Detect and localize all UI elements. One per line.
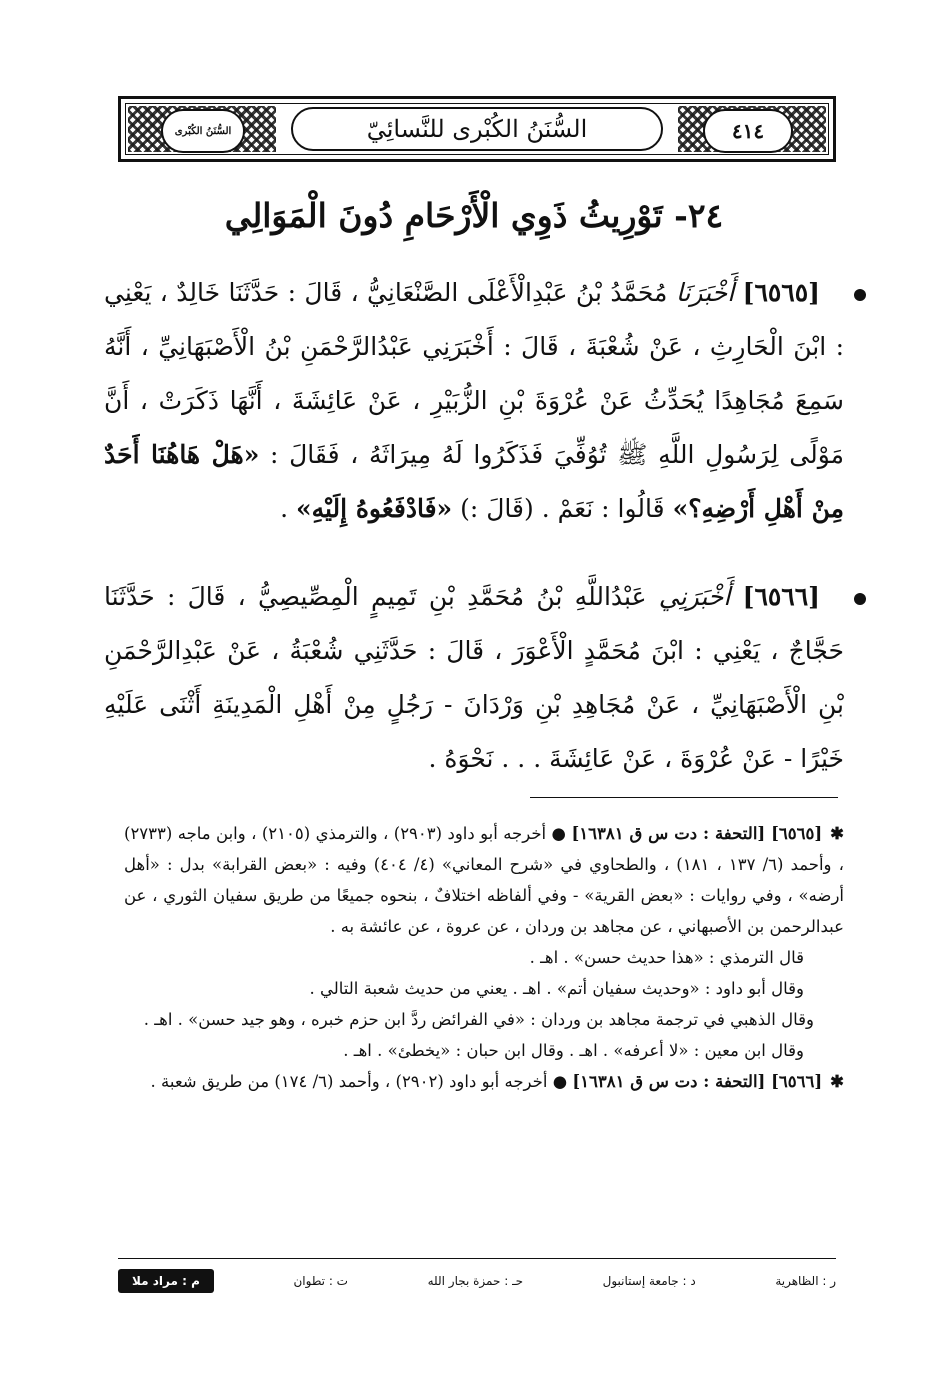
hadith-6566 [104, 570, 844, 786]
footnote-6565 [124, 818, 844, 942]
running-title [291, 107, 663, 151]
footnote-head: [٦٥٦٦] [التحفة : دت س ق ١٦٣٨١] [572, 1072, 823, 1091]
hadith-number: [٦٥٦٥] [742, 278, 820, 307]
chapter-title: ٢٤- تَوْرِيثُ ذَوِي الْأَرْحَامِ دُونَ الْمَوَالِي [224, 196, 724, 235]
page-header [118, 96, 836, 162]
footer-divider [118, 1258, 836, 1259]
footnote-quote-ibnmaeen: وقال ابن معين : «لا أعرفه» . اهـ . وقال ابن حبان : «يخطئ» . اهـ . [343, 1041, 804, 1060]
legend-m: م : مراد ملا [118, 1269, 214, 1293]
footnote-quote-dhahabi: وقال الذهبي في ترجمة مجاهد بن وردان : «في الفرائض ردَّ ابن حزم خبره ، وهو جيد حسن» . اهـ . [143, 1010, 814, 1029]
footnote-text: ● أخرجه أبو داود (٢٩٠٣) ، والترمذي (٢١٠٥) ، وابن ماجه (٢٧٣٣) ، وأحمد (٦/ ١٣٧ ، ١٨١) ، والطحاوي في «شرح المعاني» (٤/ ٤٠٤) وفيه : «بعض القرابة» بدل : «أهل أرضه» ، وفي روايات : «بعض القرية» - وفي ألفاظه اختلافٌ ، بنحوه جميعًا من طريق سفيان الثوري ، عن عبدالرحمن بن الأصبهاني ، عن مجاهد بن وردان ، عن عروة ، عن عائشة به . [124, 824, 844, 936]
footnotes [124, 818, 844, 1097]
asterisk-icon: ✱ [830, 1072, 844, 1091]
legend-r: ر : الظاهرية [775, 1274, 836, 1288]
legend-h: حـ : حمزة بجار الله [427, 1274, 524, 1288]
bullet-icon [854, 593, 866, 605]
footnote-quote-tirmidhi: قال الترمذي : «هذا حديث حسن» . اهـ . [529, 948, 804, 967]
hadith-text-2: قَالُوا : نَعَمْ . (قَالَ :) [452, 494, 673, 523]
legend-t: ت : تطوان [293, 1274, 348, 1288]
hadith-text: عَبْدُاللَّهِ بْنُ مُحَمَّدِ بْنِ تَمِيمٍ الْمِصِّيصِيُّ ، قَالَ : حَدَّثَنَا حَجَّاجٌ ، يَعْنِي : ابْنَ مُحَمَّدٍ الْأَعْوَرَ ، قَالَ : حَدَّثَنِي شُعْبَةُ ، عَنْ عَبْدِالرَّحْمَنِ بْنِ الْأَصْبَهَانِيِّ ، عَنْ مُجَاهِدِ بْنِ وَرْدَانَ - رَجُلٍ مِنْ أَهْلِ الْمَدِينَةِ أَثْنَى عَلَيْهِ خَيْرًا - عَنْ عُرْوَةَ ، عَنْ عَائِشَةَ . . . نَحْوَهُ . [104, 582, 844, 773]
page-number: ٤١٤ [703, 109, 793, 153]
bullet-icon [854, 289, 866, 301]
legend-d: د : جامعة إستانبول [602, 1274, 696, 1288]
footnote-6566 [124, 1066, 844, 1097]
running-title-frame [291, 107, 663, 151]
hadith-quote-2: «فَادْفَعُوهُ إِلَيْهِ» [295, 494, 453, 523]
footnote-divider [530, 797, 838, 798]
hadith-lead: أَخْبَرَنَا [675, 278, 735, 307]
footnote-head: [٦٥٦٥] [التحفة : دت س ق ١٦٣٨١] [571, 824, 823, 843]
manuscript-legend [118, 1266, 836, 1296]
hadith-lead: أَخْبَرَنِي [658, 582, 731, 611]
running-title-text: السُّنَنُ الكُبْرى للنَّسائِيّ [366, 115, 588, 143]
footnote-quote-abudawud: وقال أبو داود : «وحديث سفيان أتم» . اهـ . يعني من حديث شعبة التالي . [309, 979, 804, 998]
hadith-end: . [280, 494, 296, 523]
book-seal: السُّنَنُ الكُبْرى [161, 109, 245, 153]
footnote-text: ● أخرجه أبو داود (٢٩٠٢) ، وأحمد (٦/ ١٧٤) من طريق شعبة . [150, 1072, 573, 1091]
hadith-6565 [104, 266, 844, 536]
hadith-quote: «هَلْ هَاهُنَا أَحَدٌ مِنْ أَهْلِ أَرْضِهِ؟» [104, 440, 844, 523]
hadith-text: مُحَمَّدُ بْنُ عَبْدِالْأَعْلَى الصَّنْعَانِيُّ ، قَالَ : حَدَّثَنَا خَالِدٌ ، يَعْنِي : ابْنَ الْحَارِثِ ، عَنْ شُعْبَةَ ، قَالَ : أَخْبَرَنِي عَبْدُالرَّحْمَنِ بْنُ الْأَصْبَهَانِيِّ ، أَنَّهُ سَمِعَ مُجَاهِدًا يُحَدِّثُ عَنْ عُرْوَةَ بْنِ الزُّبَيْرِ ، عَنْ عَائِشَةَ ، أَنَّهَا ذَكَرَتْ ، أَنَّ مَوْلًى لِرَسُولِ اللَّهِ ﷺ تُوُفِّيَ فَذَكَرُوا لَهُ مِيرَاثَهُ ، فَقَالَ : [104, 278, 844, 469]
hadith-number: [٦٥٦٦] [742, 582, 820, 611]
asterisk-icon: ✱ [830, 824, 844, 843]
